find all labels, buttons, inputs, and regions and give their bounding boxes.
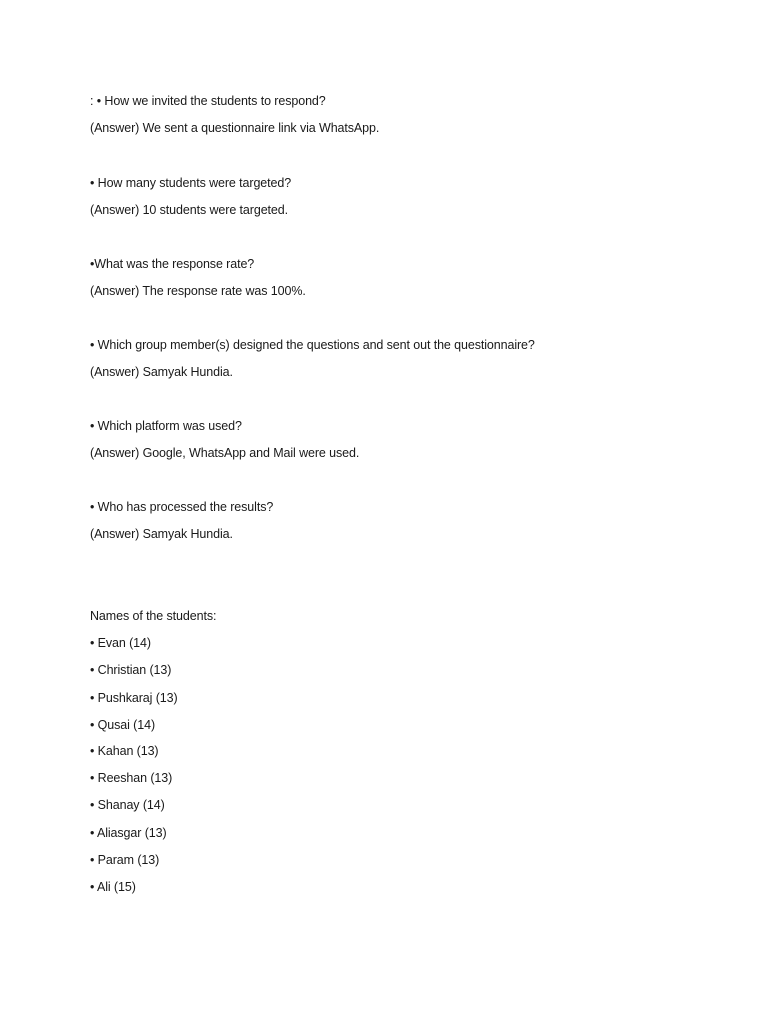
students-heading: Names of the students: <box>90 609 217 623</box>
student-list-item: • Evan (14) <box>90 636 151 650</box>
student-list-item: • Christian (13) <box>90 663 172 677</box>
answer-invite: (Answer) We sent a questionnaire link via WhatsApp. <box>90 121 380 135</box>
question-targeted: • How many students were targeted? <box>90 176 292 190</box>
student-list-item: • Qusai (14) <box>90 718 156 732</box>
question-platform: • Which platform was used? <box>90 419 242 433</box>
answer-processed: (Answer) Samyak Hundia. <box>90 527 233 541</box>
answer-response-rate: (Answer) The response rate was 100%. <box>90 284 306 298</box>
student-list-item: • Param (13) <box>90 853 160 867</box>
student-list-item: • Shanay (14) <box>90 798 165 812</box>
question-processed: • Who has processed the results? <box>90 500 274 514</box>
answer-designer: (Answer) Samyak Hundia. <box>90 365 233 379</box>
question-invite: : • How we invited the students to respond? <box>90 94 326 108</box>
student-list-item: • Ali (15) <box>90 880 136 894</box>
answer-targeted: (Answer) 10 students were targeted. <box>90 203 288 217</box>
question-designer: • Which group member(s) designed the questions and sent out the questionnaire? <box>90 338 535 352</box>
question-response-rate: •What was the response rate? <box>90 257 255 271</box>
answer-platform: (Answer) Google, WhatsApp and Mail were used. <box>90 446 360 460</box>
student-list-item: • Pushkaraj (13) <box>90 691 178 705</box>
student-list-item: • Kahan (13) <box>90 744 159 758</box>
student-list-item: • Aliasgar (13) <box>90 826 167 840</box>
student-list-item: • Reeshan (13) <box>90 771 173 785</box>
